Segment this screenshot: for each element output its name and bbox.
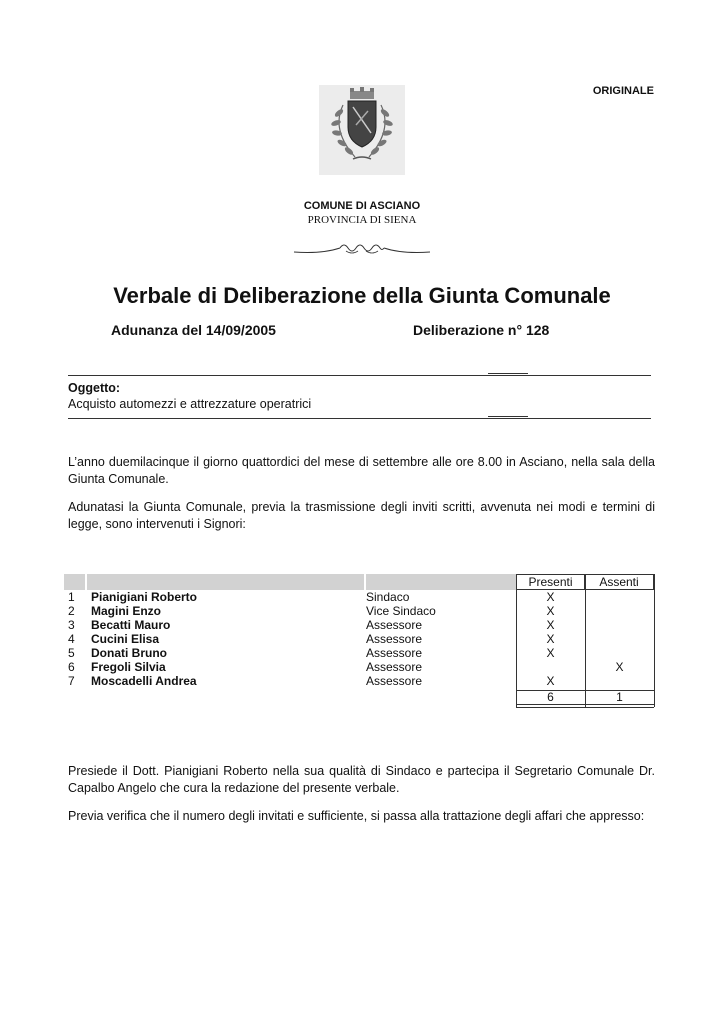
member-role: Vice Sindaco: [366, 604, 436, 618]
meeting-date: Adunanza del 14/09/2005: [111, 322, 276, 338]
row-number: 4: [68, 632, 75, 646]
row-number: 6: [68, 660, 75, 674]
table-row: [0, 660, 724, 674]
member-name: Cucini Elisa: [91, 632, 160, 646]
table-row: [0, 632, 724, 646]
originale-stamp: ORIGINALE: [592, 85, 654, 97]
row-number: 7: [68, 674, 75, 688]
member-role: Assessore: [366, 618, 423, 632]
member-name: Pianigiani Roberto: [91, 590, 198, 604]
present-mark: X: [546, 604, 555, 618]
totals-row: [0, 690, 724, 704]
quorum-paragraph: Previa verifica che il numero degli invitati e sufficiente, si passa alla trattazione degli affari che appresso:: [68, 809, 645, 823]
document-title: Verbale di Deliberazione della Giunta Comunale: [113, 283, 611, 308]
row-number: 3: [68, 618, 75, 632]
present-mark: X: [546, 674, 555, 688]
row-number: 2: [68, 604, 75, 618]
intro-paragraph: L’anno duemilacinque il giorno quattordici del mese di settembre alle ore 8.00 in Asciano, nella sala della Giunta Comunale.: [68, 455, 655, 486]
coat-of-arms-icon: [319, 85, 405, 175]
present-mark: X: [546, 646, 555, 660]
subject-text: Acquisto automezzi e attrezzature operatrici: [68, 397, 312, 411]
assenti-header: Assenti: [585, 574, 654, 590]
divider-bottom: [68, 418, 651, 419]
row-number: 1: [68, 590, 75, 604]
presenti-header: Presenti: [516, 574, 585, 590]
table-row: [0, 646, 724, 660]
member-name: Fregoli Silvia: [91, 660, 166, 674]
total-absent: 1: [616, 690, 623, 704]
comune-name: COMUNE DI ASCIANO: [303, 200, 421, 212]
present-mark: X: [546, 632, 555, 646]
divider-top: [68, 375, 651, 376]
member-name: Magini Enzo: [91, 604, 161, 618]
decorative-flourish-icon: [292, 238, 432, 260]
table-row: [0, 674, 724, 688]
present-mark: X: [546, 590, 555, 604]
absent-mark: X: [615, 660, 624, 674]
deliberation-number: Deliberazione n° 128: [413, 322, 550, 338]
provincia-name: PROVINCIA DI SIENA: [307, 214, 417, 226]
member-role: Assessore: [366, 632, 423, 646]
attendees-intro-paragraph: Adunatasi la Giunta Comunale, previa la trasmissione degli inviti scritti, avvenuta nei modi e termini di legge, sono intervenuti i Signori:: [68, 500, 655, 531]
coat-of-arms-emblem: [319, 85, 405, 175]
table-header-bar: [64, 574, 516, 590]
member-role: Assessore: [366, 660, 423, 674]
row-number: 5: [68, 646, 75, 660]
table-row: [0, 618, 724, 632]
member-name: Moscadelli Andrea: [91, 674, 197, 688]
president-paragraph: Presiede il Dott. Pianigiani Roberto nella sua qualità di Sindaco e partecipa il Segretario Comunale Dr. Capalbo Angelo che cura la redazione del presente verbale.: [68, 764, 655, 795]
member-role: Assessore: [366, 674, 423, 688]
subject-label: Oggetto:: [68, 381, 121, 395]
member-role: Assessore: [366, 646, 423, 660]
table-row: [0, 590, 724, 604]
total-present: 6: [547, 690, 554, 704]
table-row: [0, 604, 724, 618]
member-role: Sindaco: [366, 590, 410, 604]
member-name: Becatti Mauro: [91, 618, 171, 632]
member-name: Donati Bruno: [91, 646, 167, 660]
present-mark: X: [546, 618, 555, 632]
